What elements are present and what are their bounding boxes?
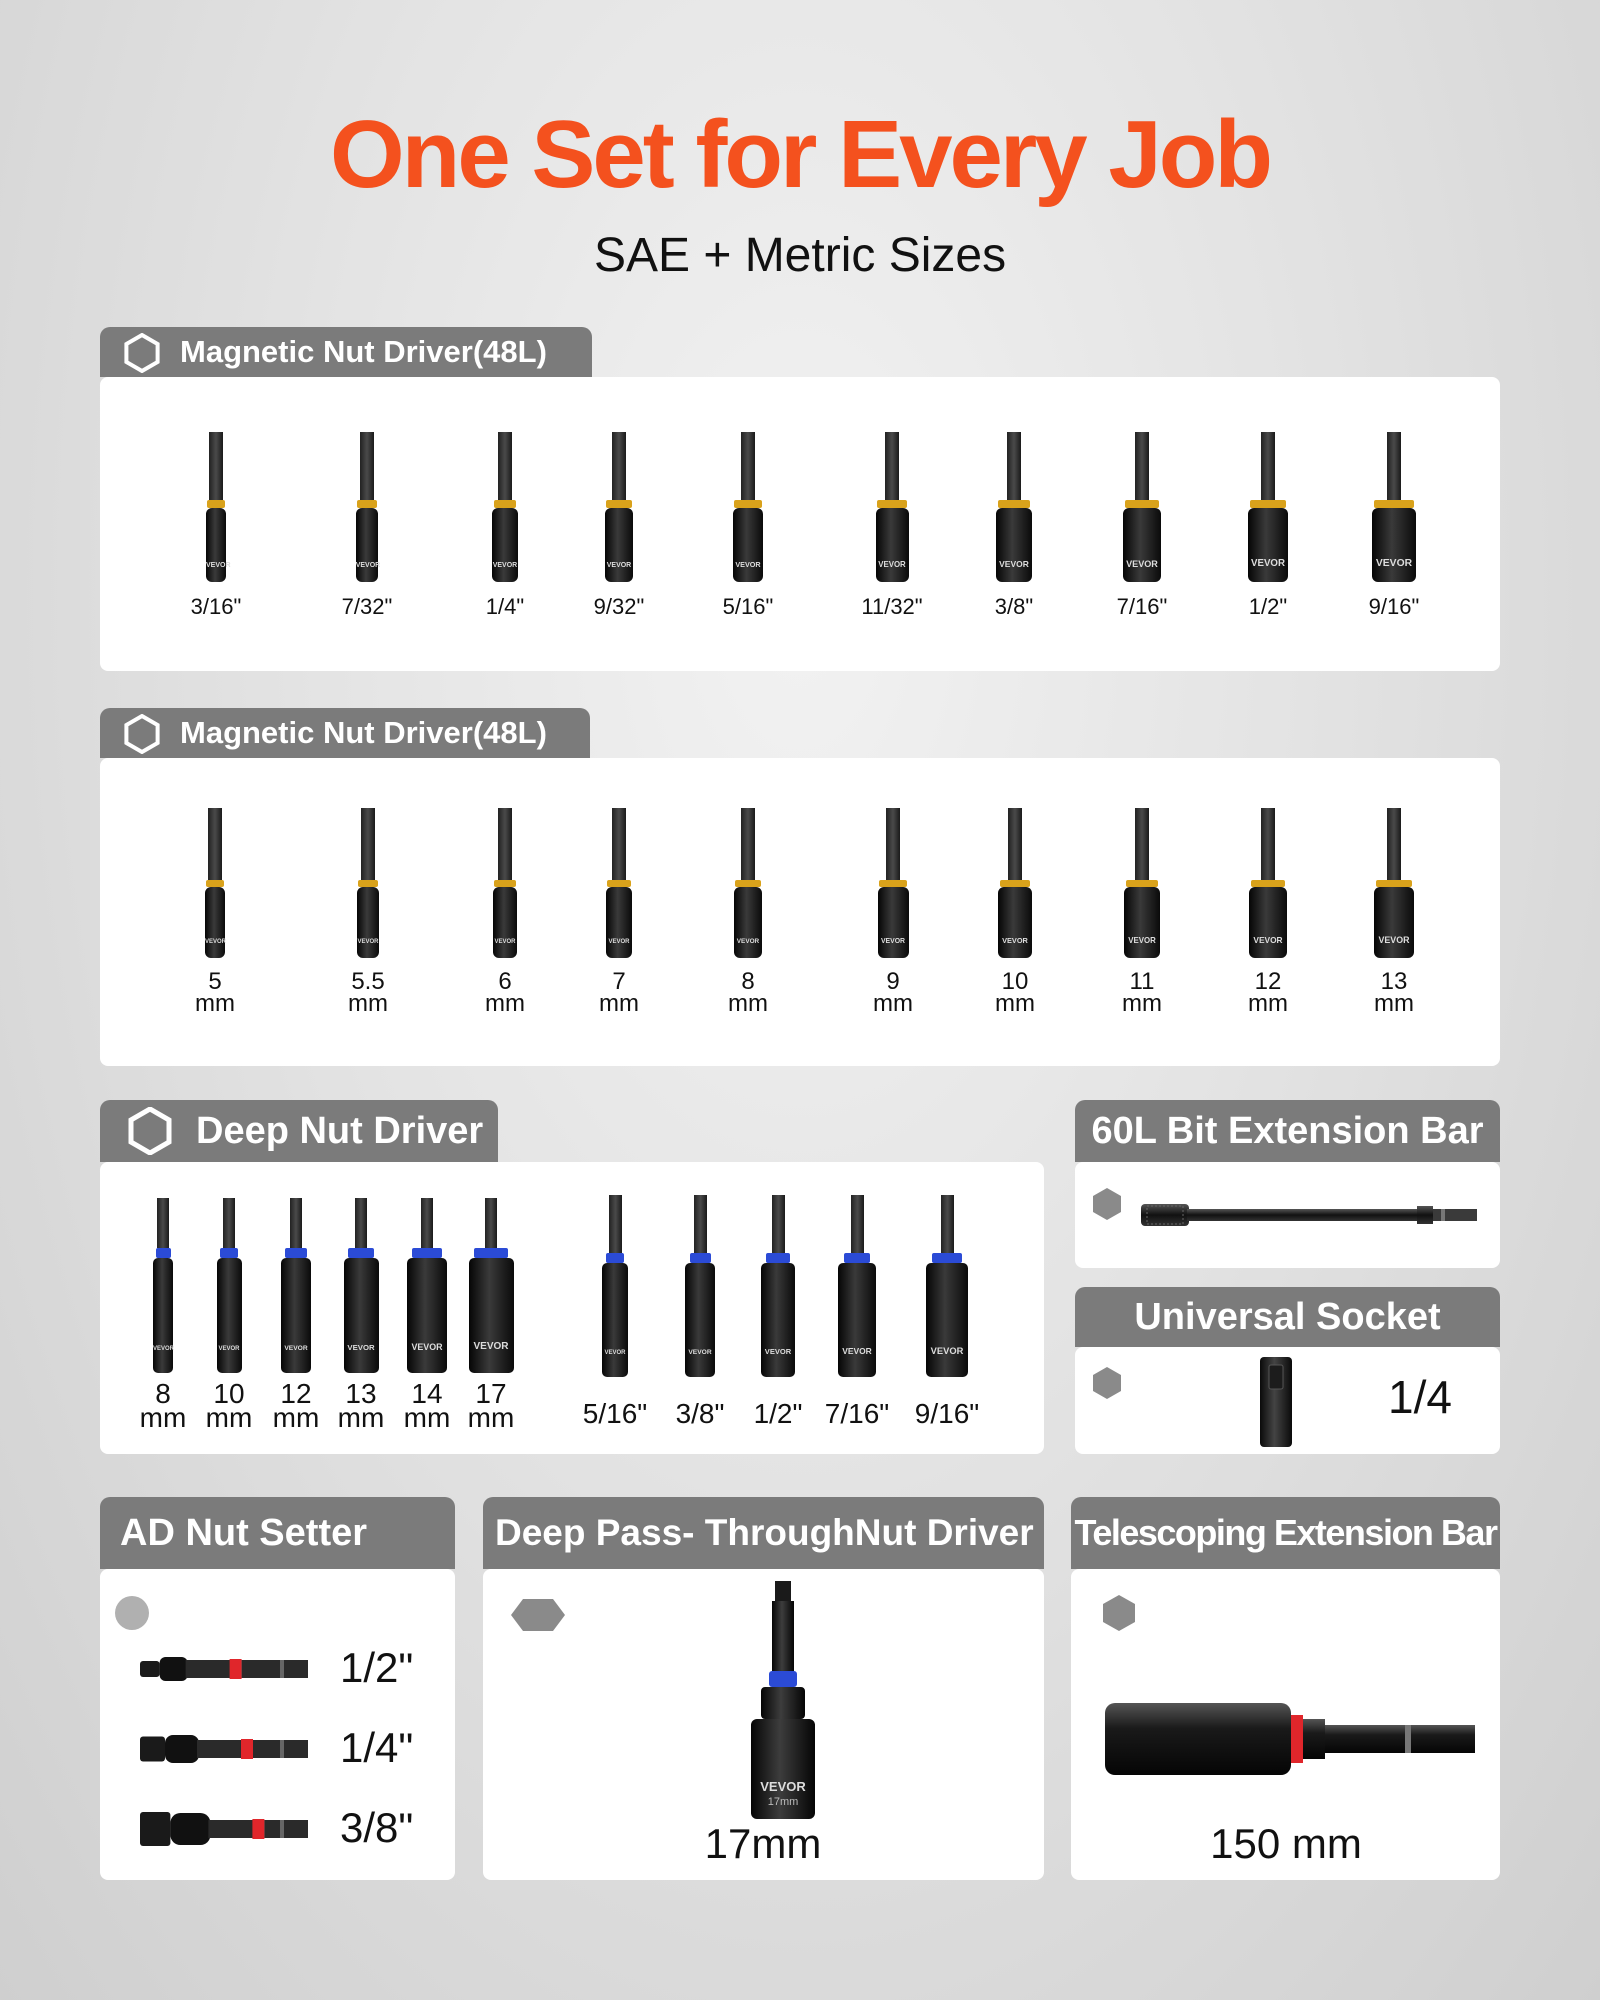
metric-nut-driver-image: [465, 808, 545, 958]
unit-label: mm: [1248, 990, 1288, 1017]
metric-nut-driver-panel: [100, 758, 1500, 1066]
section-title: Deep Pass- ThroughNut Driver: [495, 1512, 1034, 1553]
section-tab-sae-nut-driver: [100, 327, 592, 377]
size-label: 11/32": [861, 594, 923, 619]
unit-label: mm: [139, 1402, 187, 1433]
size-label: 9/32": [593, 594, 645, 619]
brand-text: VEVOR: [1002, 936, 1028, 945]
deep-nut-driver-image: [261, 1198, 331, 1373]
universal-socket-panel: [1075, 1347, 1500, 1454]
socket-size-label: 1/4: [1388, 1371, 1452, 1423]
size-label: 1/2": [1248, 594, 1288, 619]
section-title: Magnetic Nut Driver(48L): [180, 334, 547, 369]
brand-text: VEVOR: [930, 1346, 964, 1356]
size-label: 10: [213, 1378, 245, 1409]
brand-text: VEVOR: [153, 1346, 175, 1352]
size-label: 7: [612, 968, 626, 995]
size-label: 3/8": [994, 594, 1034, 619]
engraved-size-text: 17mm: [767, 1796, 799, 1808]
section-title: Magnetic Nut Driver(48L): [180, 715, 547, 750]
size-label: 1/2": [753, 1398, 803, 1429]
page-title: One Set for Every Job: [330, 101, 1270, 208]
unit-label: mm: [873, 990, 913, 1017]
size-label: 5.5: [351, 968, 385, 995]
sae-nut-driver-image: [852, 432, 932, 582]
brand-text: VEVOR: [1251, 558, 1285, 569]
bit-extension-bar-panel: [1075, 1162, 1500, 1268]
section-title: AD Nut Setter: [120, 1512, 368, 1554]
sae-nut-driver-image: [708, 432, 788, 582]
unit-label: mm: [337, 1402, 385, 1433]
deep-nut-driver-image: [907, 1195, 987, 1377]
brand-text: VEVOR: [411, 1342, 443, 1352]
size-label: 12: [280, 1378, 312, 1409]
brand-text: VEVOR: [688, 1349, 712, 1356]
size-label: 8: [155, 1378, 171, 1409]
section-tab-universal-socket: [1075, 1287, 1500, 1347]
unit-label: mm: [467, 1402, 515, 1433]
section-tab-ad-nut-setter: [100, 1497, 455, 1569]
metric-nut-driver-image: [1228, 808, 1308, 958]
brand-text: VEVOR: [218, 1346, 240, 1352]
brand-text: VEVOR: [1375, 558, 1413, 569]
sae-nut-driver-image: [974, 432, 1054, 582]
size-label: 6: [498, 968, 512, 995]
hexagon-icon: [126, 1107, 174, 1155]
extension-bar-image: [1141, 1200, 1481, 1230]
unit-label: mm: [599, 990, 639, 1017]
sae-nut-driver-image: [579, 432, 659, 582]
size-label: 1/4": [485, 594, 525, 619]
hexagon-icon: [509, 1597, 567, 1633]
sae-nut-driver-image: [465, 432, 545, 582]
size-label: 9: [886, 968, 900, 995]
deep-nut-driver-image: [456, 1198, 526, 1373]
deep-nut-driver-image: [575, 1195, 655, 1377]
size-label: 9/16": [914, 1398, 980, 1429]
unit-label: mm: [728, 990, 768, 1017]
deep-nut-driver-image: [128, 1198, 198, 1373]
brand-text: VEVOR: [494, 939, 516, 945]
brand-text: VEVOR: [1253, 935, 1283, 945]
hexagon-icon: [1089, 1186, 1125, 1222]
metric-nut-driver-image: [1102, 808, 1182, 958]
size-label: 7/16": [824, 1398, 890, 1429]
sae-nut-driver-image: [1228, 432, 1308, 582]
hexagon-icon: [122, 714, 162, 754]
brand-text: VEVOR: [355, 562, 381, 569]
ad-nut-setter-panel: [100, 1569, 455, 1880]
nut-setter-adapter-image: [140, 1719, 330, 1779]
sae-nut-driver-image: [176, 432, 256, 582]
pass-through-panel: [483, 1569, 1044, 1880]
deep-nut-driver-panel: [100, 1162, 1044, 1454]
brand-text: VEVOR: [880, 938, 906, 945]
brand-text: VEVOR: [1126, 559, 1158, 569]
size-label: 5: [208, 968, 222, 995]
brand-text: VEVOR: [878, 560, 906, 569]
section-title: Deep Nut Driver: [196, 1110, 484, 1152]
section-title: 60L Bit Extension Bar: [1091, 1110, 1484, 1152]
brand-text: VEVOR: [735, 560, 761, 569]
size-label: 7/32": [341, 594, 393, 619]
brand-text: VEVOR: [357, 939, 379, 945]
brand-text: VEVOR: [205, 939, 227, 945]
sae-nut-driver-image: [1102, 432, 1182, 582]
brand-text: VEVOR: [999, 559, 1029, 569]
brand-text: VEVOR: [473, 1341, 509, 1352]
size-label: 17: [475, 1378, 507, 1409]
metric-nut-driver-image: [175, 808, 255, 958]
telescoping-bar-panel: [1071, 1569, 1500, 1880]
deep-nut-driver-image: [194, 1198, 264, 1373]
size-label: 8: [741, 968, 755, 995]
metric-nut-driver-image: [975, 808, 1055, 958]
metric-nut-driver-image: [853, 808, 933, 958]
unit-label: mm: [485, 990, 525, 1017]
hexagon-icon: [1101, 1593, 1137, 1633]
brand-text: VEVOR: [1128, 936, 1156, 945]
brand-text: VEVOR: [608, 939, 630, 945]
brand-text: VEVOR: [606, 562, 632, 569]
nut-setter-adapter-image: [140, 1799, 330, 1859]
brand-text: VEVOR: [347, 1343, 375, 1352]
size-label: 14: [411, 1378, 443, 1409]
unit-label: mm: [403, 1402, 451, 1433]
metric-nut-driver-image: [579, 808, 659, 958]
brand-text: VEVOR: [206, 562, 231, 569]
size-label: 5/16": [582, 1398, 648, 1429]
section-tab-metric-nut-driver: [100, 708, 590, 758]
deep-nut-driver-image: [738, 1195, 818, 1377]
deep-nut-driver-image: [817, 1195, 897, 1377]
section-tab-pass-through: [483, 1497, 1044, 1569]
section-tab-bit-extension-bar: [1075, 1100, 1500, 1162]
deep-nut-driver-image: [660, 1195, 740, 1377]
brand-text: VEVOR: [1378, 935, 1410, 945]
brand-text: VEVOR: [764, 1347, 792, 1356]
hexagon-icon: [1089, 1365, 1125, 1401]
size-label: 10: [1001, 968, 1029, 995]
section-tab-deep-nut-driver: [100, 1100, 498, 1162]
metric-nut-driver-image: [708, 808, 788, 958]
size-label: 12: [1254, 968, 1282, 995]
pass-through-driver-image: [743, 1581, 823, 1821]
brand-text: VEVOR: [842, 1346, 872, 1356]
section-tab-telescoping-bar: [1071, 1497, 1500, 1569]
unit-label: mm: [995, 990, 1035, 1017]
universal-socket-image: [1258, 1357, 1294, 1447]
size-label: 13: [345, 1378, 377, 1409]
brand-text: VEVOR: [492, 562, 518, 569]
circle-icon: [114, 1595, 150, 1631]
unit-label: mm: [1122, 990, 1162, 1017]
unit-label: mm: [1374, 990, 1414, 1017]
metric-nut-driver-image: [1354, 808, 1434, 958]
section-title: Universal Socket: [1134, 1296, 1441, 1338]
size-label: 1/2": [340, 1644, 414, 1691]
size-label: 7/16": [1116, 594, 1168, 619]
telescoping-size-label: 150 mm: [1210, 1820, 1362, 1867]
brand-text: VEVOR: [604, 1350, 626, 1356]
size-label: 9/16": [1368, 594, 1420, 619]
size-label: 3/8": [340, 1804, 414, 1851]
sae-nut-driver-image: [1354, 432, 1434, 582]
size-label: 11: [1129, 968, 1155, 995]
unit-label: mm: [195, 990, 235, 1017]
hexagon-icon: [122, 333, 162, 373]
brand-text: VEVOR: [284, 1345, 308, 1352]
size-label: 3/8": [675, 1398, 725, 1429]
brand-text: VEVOR: [736, 938, 760, 945]
size-label: 13: [1380, 968, 1408, 995]
nut-setter-adapter-image: [140, 1639, 330, 1699]
size-label: 3/16": [190, 594, 242, 619]
size-label: 5/16": [722, 594, 774, 619]
deep-nut-driver-image: [392, 1198, 462, 1373]
metric-nut-driver-image: [328, 808, 408, 958]
unit-label: mm: [348, 990, 388, 1017]
sae-nut-driver-panel: [100, 377, 1500, 671]
size-label: 1/4": [340, 1724, 414, 1771]
section-title: Telescoping Extension Bar: [1074, 1512, 1497, 1553]
unit-label: mm: [205, 1402, 253, 1433]
unit-label: mm: [272, 1402, 320, 1433]
brand-text: VEVOR: [760, 1779, 806, 1794]
sae-nut-driver-image: [327, 432, 407, 582]
page-subtitle: SAE + Metric Sizes: [593, 229, 1007, 282]
pass-through-size-label: 17mm: [704, 1820, 822, 1867]
deep-nut-driver-image: [326, 1198, 396, 1373]
telescoping-bar-image: [1105, 1701, 1475, 1777]
